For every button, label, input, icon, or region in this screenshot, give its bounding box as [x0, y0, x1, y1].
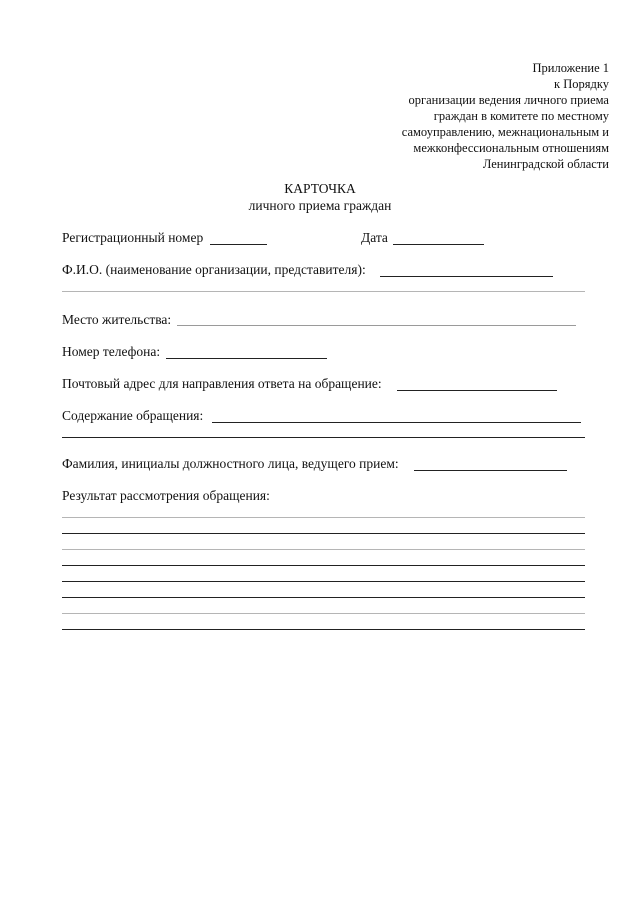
phone-field[interactable] [166, 358, 327, 359]
content-field[interactable] [212, 422, 581, 423]
content-continuation-line[interactable] [62, 437, 585, 438]
result-line[interactable] [62, 517, 585, 518]
appendix-line: межконфессиональным отношениям [413, 141, 609, 155]
appendix-line: организации ведения личного приема [408, 93, 609, 107]
result-line[interactable] [62, 629, 585, 630]
residence-label: Место жительства: [62, 312, 172, 327]
postal-address-field[interactable] [397, 390, 557, 391]
phone-label: Номер телефона: [62, 344, 161, 359]
fio-label: Ф.И.О. (наименование организации, представителя): [62, 262, 366, 277]
content-label: Содержание обращения: [62, 408, 204, 423]
reg-number-field[interactable] [210, 244, 267, 245]
residence-field[interactable] [177, 325, 576, 326]
postal-address-label: Почтовый адрес для направления ответа на обращение: [62, 376, 382, 391]
fio-continuation-line[interactable] [62, 291, 585, 292]
result-line[interactable] [62, 533, 585, 534]
appendix-header [402, 60, 609, 172]
result-line[interactable] [62, 581, 585, 582]
result-line[interactable] [62, 565, 585, 566]
result-line[interactable] [62, 597, 585, 598]
result-line[interactable] [62, 549, 585, 550]
card-heading: КАРТОЧКА [284, 181, 356, 196]
appendix-line: граждан в комитете по местному [433, 109, 609, 123]
appendix-line: самоуправлению, межнациональным и [401, 125, 609, 139]
card-subheading: личного приема граждан [248, 198, 392, 213]
result-line[interactable] [62, 613, 585, 614]
fio-field[interactable] [380, 276, 553, 277]
official-label: Фамилия, инициалы должностного лица, ведущего прием: [62, 456, 399, 471]
date-field[interactable] [393, 244, 484, 245]
appendix-line: Ленинградской области [482, 157, 609, 171]
official-field[interactable] [414, 470, 567, 471]
date-label: Дата [361, 230, 388, 245]
appendix-line: Приложение 1 [532, 61, 609, 75]
result-label: Результат рассмотрения обращения: [62, 488, 270, 503]
reg-number-label: Регистрационный номер [62, 230, 204, 245]
card-title [0, 180, 640, 214]
appendix-line: к Порядку [554, 77, 609, 91]
